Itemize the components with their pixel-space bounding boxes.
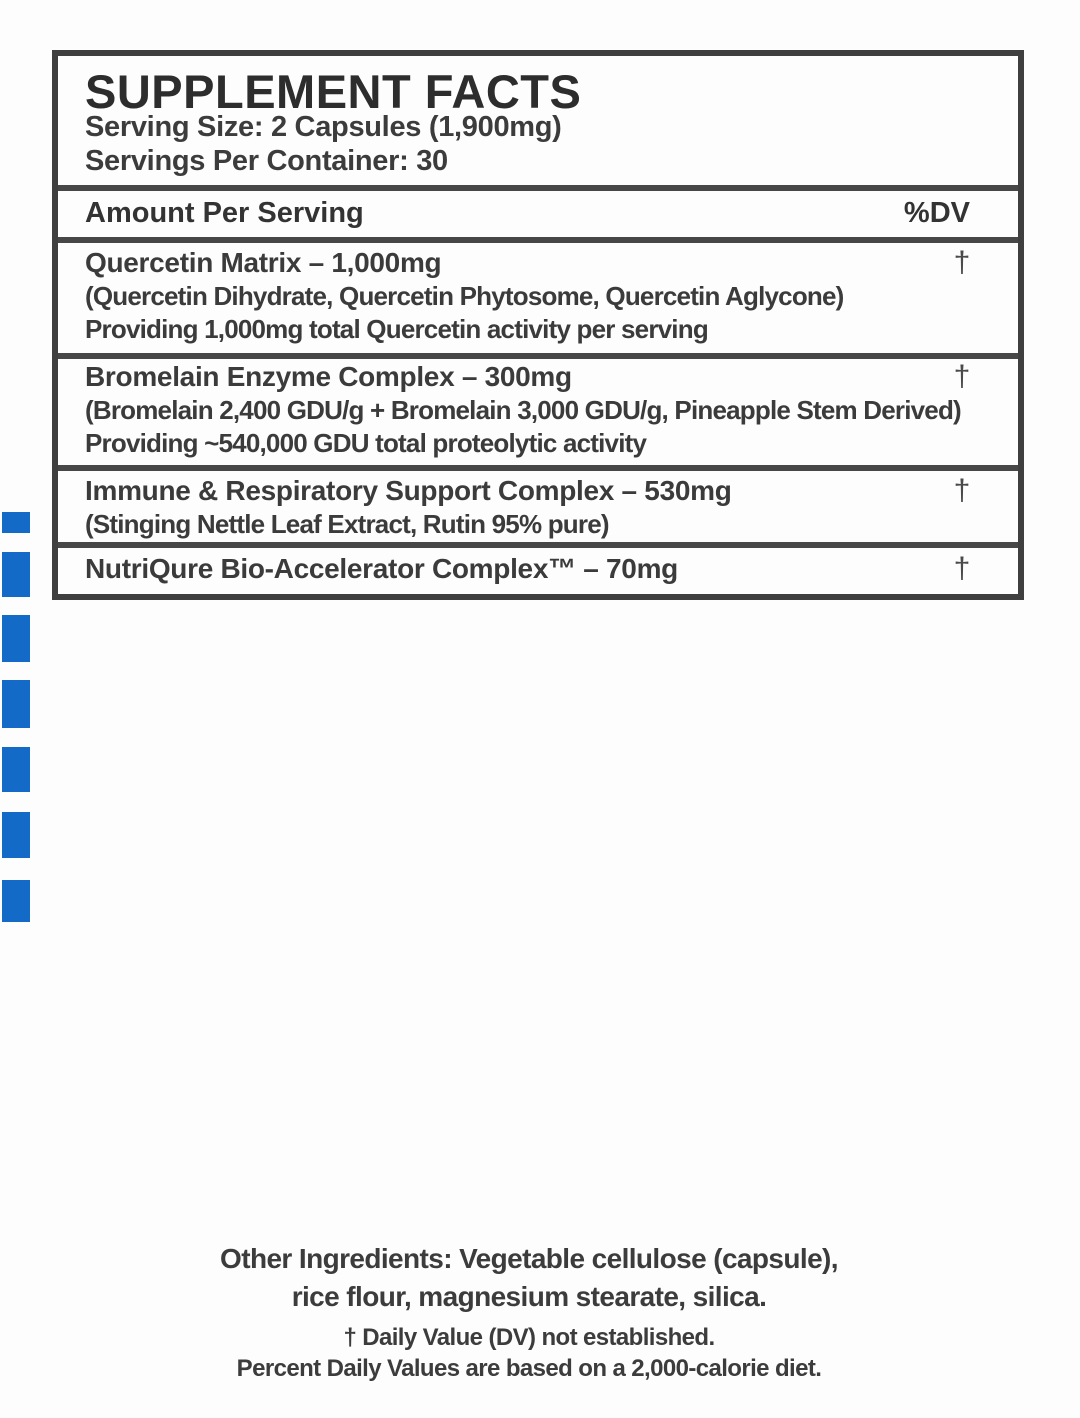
ingredient-name: NutriQure Bio-Accelerator Complex™ – 70mg [85,553,678,584]
blue-square [2,812,30,858]
divider [58,353,1018,359]
blue-square [2,552,30,597]
ingredient-row-immune-support [85,474,1018,541]
servings-per-container: Servings Per Container: 30 [85,145,448,177]
blue-square [2,747,30,792]
ingredient-row-quercetin [85,246,1018,346]
blue-square [2,680,30,728]
ingredient-detail: Providing ~540,000 GDU total proteolytic activity [85,428,647,458]
amount-per-serving-header: Amount Per Serving [85,197,364,229]
blue-square [2,615,30,662]
dv-header: %DV [903,197,970,229]
ingredient-detail: Providing 1,000mg total Quercetin activity per serving [85,314,708,344]
ingredient-detail: (Bromelain 2,400 GDU/g + Bromelain 3,000 GDU/g, Pineapple Stem Derived) [85,395,961,425]
ingredient-name: Quercetin Matrix – 1,000mg [85,247,442,278]
serving-size: Serving Size: 2 Capsules (1,900mg) [85,111,562,143]
dv-note: † Daily Value (DV) not established. [343,1324,715,1351]
divider [58,465,1018,471]
ingredient-detail: (Quercetin Dihydrate, Quercetin Phytosome, Quercetin Aglycone) [85,281,844,311]
divider [58,185,1018,191]
column-header-row [85,197,1018,230]
other-ingredients-line1: Other Ingredients: Vegetable cellulose (capsule), [220,1243,838,1274]
ingredient-row-bromelain [85,360,1018,460]
dv-not-established-symbol: † [953,474,970,507]
dv-not-established-symbol: † [953,552,970,585]
other-ingredients-line2: rice flour, magnesium stearate, silica. [291,1281,767,1312]
percent-daily-values-note: Percent Daily Values are based on a 2,000-calorie diet. [236,1355,822,1382]
dv-not-established-symbol: † [953,246,970,279]
blue-square [2,512,30,533]
ingredient-name: Immune & Respiratory Support Complex – 530mg [85,475,732,506]
blue-square [2,880,30,922]
ingredient-name: Bromelain Enzyme Complex – 300mg [85,361,572,392]
ingredient-detail: (Stinging Nettle Leaf Extract, Rutin 95% pure) [85,509,609,539]
ingredient-row-bio-accelerator [85,552,1018,586]
footer-notes [0,1240,1080,1384]
serving-info [85,110,562,178]
panel-title: SUPPLEMENT FACTS [85,65,582,118]
dv-not-established-symbol: † [953,360,970,393]
divider [58,237,1018,243]
supplement-facts-panel [52,50,1024,600]
divider [58,542,1018,548]
